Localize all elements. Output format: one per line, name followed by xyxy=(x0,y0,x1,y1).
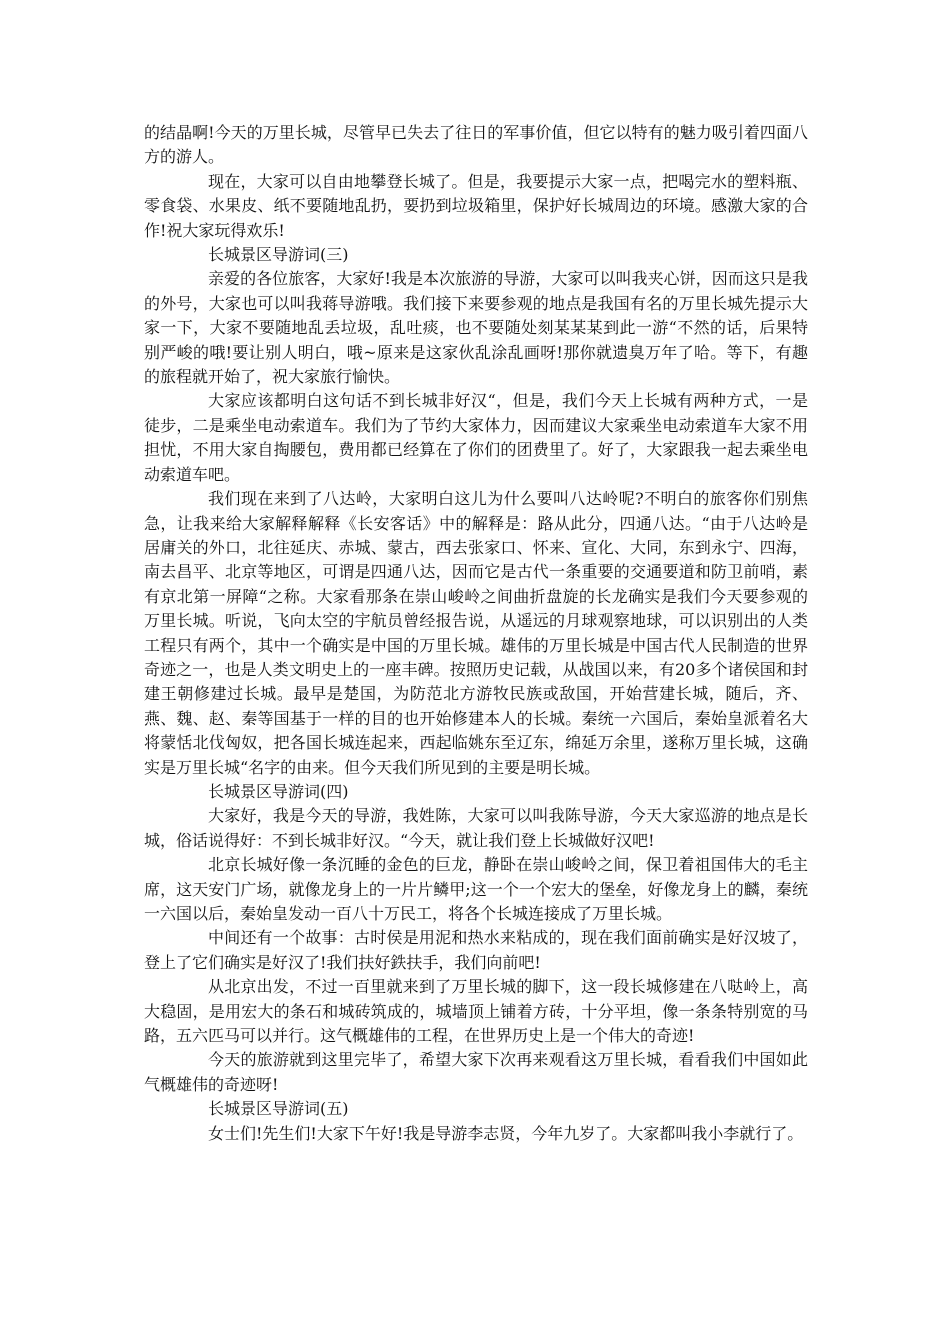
paragraph: 今天的旅游就到这里完毕了，希望大家下次再来观看这万里长城，看看我们中国如此气概雄伟的奇迹呀! xyxy=(144,1050,808,1094)
document-body xyxy=(144,121,808,1146)
section-heading: 长城景区导游词(五) xyxy=(208,1099,349,1119)
paragraph: 大家应该都明白这句话不到长城非好汉“，但是，我们今天上长城有两种方式，一是徒步，二是乘坐电动索道车。我们为了节约大家体力，因而建议大家乘坐电动索道车大家不用担忧，不用大家自掏腰包，费用都已经算在了你们的团费里了。好了，大家跟我一起去乘坐电动索道车吧。 xyxy=(144,391,808,484)
paragraph-continuation: 的结晶啊!今天的万里长城，尽管早已失去了往日的军事价值，但它以特有的魅力吸引着四面八方的游人。 xyxy=(144,123,808,167)
paragraph: 女士们!先生们!大家下午好!我是导游李志贤，今年九岁了。大家都叫我小李就行了。 xyxy=(208,1123,804,1143)
paragraph: 中间还有一个故事：古时侯是用泥和热水来粘成的，现在我们面前确实是好汉坡了，登上了它们确实是好汉了!我们扶好鉄扶手，我们向前吧! xyxy=(144,928,808,972)
paragraph: 我们现在来到了八达岭，大家明白这儿为什么要叫八达岭呢?不明白的旅客你们别焦急，让我来给大家解释解释《长安客话》中的解释是：路从此分，四通八达。“由于八达岭是居庸关的外口，北往延庆、赤城、蒙古，西去张家口、怀来、宣化、大同，东到永宁、四海，南去昌平、北京等地区，可谓是四通八达，因而它是古代一条重要的交通要道和防卫前哨，素有京北第一屏障“之称。大家看那条在崇山峻岭之间曲折盘旋的长龙确实是我们今天要参观的万里长城。听说，飞向太空的宇航员曾经报告说，从遥远的月球观察地球，可以识别出的人类工程只有两个，其中一个确实是中国的万里长城。雄伟的万里长城是中国古代人民制造的世界奇迹之一，也是人类文明史上的一座丰碑。按照历史记载，从战国以来，有20多个诸侯国和封建王朝修建过长城。最早是楚国，为防范北方游牧民族或敌国，开始营建长城，随后，齐、燕、魏、赵、秦等国基于一样的目的也开始修建本人的长城。秦统一六国后，秦始皇派着名大将蒙恬北伐匈奴，把各国长城连起来，西起临姚东至辽东，绵延万余里，遂称万里长城，这确实是万里长城“名字的由来。但今天我们所见到的主要是明长城。 xyxy=(144,489,808,777)
paragraph: 现在，大家可以自由地攀登长城了。但是，我要提示大家一点，把喝完水的塑料瓶、零食袋、水果皮、纸不要随地乱扔，要扔到垃圾箱里，保护好长城周边的环境。感激大家的合作!祝大家玩得欢乐! xyxy=(144,171,808,240)
paragraph: 亲爱的各位旅客，大家好!我是本次旅游的导游，大家可以叫我夹心饼，因而这只是我的外号，大家也可以叫我蒋导游哦。我们接下来要参观的地点是我国有名的万里长城先提示大家一下，大家不要随地乱丢垃圾，乱吐痰，也不要随处刻某某某到此一游“不然的话，后果特别严峻的哦!要让别人明白，哦~原来是这家伙乱涂乱画呀!那你就遗臭万年了哈。等下，有趣的旅程就开始了，祝大家旅行愉快。 xyxy=(144,269,808,387)
section-heading: 长城景区导游词(四) xyxy=(208,781,349,801)
paragraph: 北京长城好像一条沉睡的金色的巨龙，静卧在崇山峻岭之间，保卫着祖国伟大的毛主席，这天安门广场，就像龙身上的一片片鳞甲;这一个一个宏大的堡垒，好像龙身上的麟，秦统一六国以后，秦始皇发动一百八十万民工，将各个长城连接成了万里长城。 xyxy=(144,855,808,923)
section-heading: 长城景区导游词(三) xyxy=(208,245,349,265)
paragraph: 大家好，我是今天的导游，我姓陈，大家可以叫我陈导游，今天大家巡游的地点是长城，俗话说得好：不到长城非好汉。“今天，就让我们登上长城做好汉吧! xyxy=(144,806,808,850)
paragraph: 从北京出发，不过一百里就来到了万里长城的脚下，这一段长城修建在八哒岭上，高大稳固，是用宏大的条石和城砖筑成的，城墙顶上铺着方砖，十分平坦，像一条条特别宽的马路，五六匹马可以并行。这气概雄伟的工程，在世界历史上是一个伟大的奇迹! xyxy=(144,977,808,1046)
